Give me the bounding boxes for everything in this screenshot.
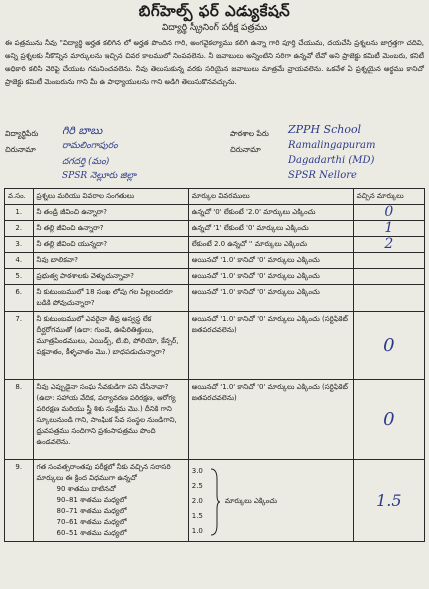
student-address-label: చిరునామా <box>5 145 36 154</box>
row-number: 8. <box>5 380 34 460</box>
table-row <box>5 312 425 380</box>
row-marks-info: ఉన్నచో '0' లేకుంటే '2.0' మార్కులు ఎక్కించు <box>188 205 353 221</box>
row-marks-info-cell <box>188 460 353 542</box>
row-question: నీ తండ్రి జీవించి ఉన్నారా? <box>33 205 188 221</box>
row-score[interactable]: 1 <box>353 221 424 237</box>
table-row <box>5 205 425 221</box>
list-item: 1.5 <box>191 512 203 520</box>
table-row <box>5 237 425 253</box>
table-row <box>5 253 425 269</box>
row-number: 2. <box>5 221 34 237</box>
row-marks-info: అయినచో '1.0' కానిచో '0' మార్కులు ఎక్కించు <box>188 269 353 285</box>
row-score[interactable]: 2 <box>353 237 424 253</box>
school-address-line-3[interactable]: SPSR Nellore <box>288 170 357 181</box>
row-score[interactable]: 0 <box>353 205 424 221</box>
screening-questions-table <box>4 188 425 542</box>
student-name-label: విద్యార్థిపేరు <box>5 129 39 138</box>
list-item: 1.0 <box>191 527 203 535</box>
row-score[interactable] <box>353 253 424 269</box>
list-item: 90 శాతము దాటినచో <box>56 485 116 493</box>
row-number: 5. <box>5 269 34 285</box>
school-address-line-2[interactable]: Dagadarthi (MD) <box>288 155 375 166</box>
table-row <box>5 285 425 312</box>
table-header-row <box>5 189 425 205</box>
band-marks-list <box>192 464 209 539</box>
row-number: 3. <box>5 237 34 253</box>
row-score[interactable]: 1.5 <box>353 460 424 542</box>
row-score[interactable]: 0 <box>353 380 424 460</box>
table-row <box>5 460 425 542</box>
student-address-line-3[interactable]: SPSR నెల్లూరు జిల్లా <box>62 171 137 181</box>
school-address-line-1[interactable]: Ramalingapuram <box>288 140 376 151</box>
table-row <box>5 380 425 460</box>
percentage-band-list <box>37 484 185 539</box>
list-item: 3.0 <box>191 467 203 475</box>
row-number: 7. <box>5 312 34 380</box>
row-marks-info: ఉన్నచో '1' లేకుంటే '0' మార్కులు ఎక్కించు <box>188 221 353 237</box>
list-item: 2.5 <box>191 482 203 490</box>
header-marks-info: మార్కుల వివరములు <box>188 189 353 205</box>
row-question: నీవు బాలికవా? <box>33 253 188 269</box>
row-score[interactable] <box>353 285 424 312</box>
table-row <box>5 269 425 285</box>
row-number: 1. <box>5 205 34 221</box>
form-title: బిగ్‌హెల్ప్ ఫర్ ఎడ్యుకేషన్ <box>138 2 291 20</box>
row-score[interactable] <box>353 269 424 285</box>
row-question: నీ తల్లి జీవించి ఉన్నారా? <box>33 221 188 237</box>
list-item: 90–81 శాతము మధ్యలో <box>56 496 127 504</box>
header-number: వ.సం. <box>5 189 34 205</box>
row-question-cell <box>33 460 188 542</box>
row-question: ప్రభుత్వ పాఠశాలకు వెళ్ళుచున్నావా? <box>33 269 188 285</box>
row-question: నీ కుటుంబములో 18 సంఖ లోపు గల పిల్లలందరూ బడికి పోవుచున్నారా? <box>33 285 188 312</box>
row-marks-info: అయినచో '1.0' కానిచో '0' మార్కులు ఎక్కించు (సర్టిఫికెట్ జతపరచవలెను) <box>188 380 353 460</box>
list-item: 60–51 శాతము మధ్యలో <box>56 529 127 537</box>
row-marks-info: లేకుంటే 2.0 ఉన్నచో '' మార్కులు ఎక్కించు <box>188 237 353 253</box>
row-question: నీ కుటుంబములో ఎవరైనా తీవ్ర అస్వస్థ లేక దీర్ఘరోగముతో (ఉదా: గుండె, ఊపిరితిత్తులు, మూత్రపిండములు, ఎయిడ్స్, టి.బి, పోలియో, కేన్సర్, పక్షవాతం, కీళ్ళవాతం మొ.) బాధపడుచున్నారా? <box>33 312 188 380</box>
row-marks-info: అయినచో '1.0' కానిచో '0' మార్కులు ఎక్కించు <box>188 285 353 312</box>
row-question: నీవు ఎప్పుడైనా సంఘ సేవకుడిగా పని చేసినావా? (ఉదా: సహాయ వేదిక, పర్యావరణ పరిరక్షణ, ఆరోగ్య పరిరక్షణ మరియు స్త్రీ శిశు సంక్షేమ మొ.) దీనికి గాని స్కూలునుండి గాని, సాంఘిక సేవ సంస్థల నుండిగాని, ధ్రువపత్రము సందిగాని ప్రశంసాపత్రము పొంది ఉండవలెను. <box>33 380 188 460</box>
list-item: 70–61 శాతము మధ్యలో <box>56 518 127 526</box>
school-address-label: చిరునామా <box>230 145 261 154</box>
row-question: నీ తల్లి జీవించి యున్నదా? <box>33 237 188 253</box>
school-name-value[interactable]: ZPPH School <box>288 123 362 136</box>
row-number: 6. <box>5 285 34 312</box>
row-marks-info: మార్కులు ఎక్కించు <box>224 497 278 505</box>
curly-brace-icon <box>209 467 221 537</box>
school-name-label: పాఠశాల పేరు <box>230 129 269 138</box>
row-marks-info: అయినచో '1.0' కానిచో '0' మార్కులు ఎక్కించు (సర్టిఫికెట్ జతపరచవలెను) <box>188 312 353 380</box>
instructions-paragraph: ఈ పత్రమును నీవు "విద్యార్థి అర్హత కలిగిన లో అర్హత పొందిన గారి, అంగవైకల్యాము కలిగి ఉన్నా గారి పూర్తి చేయుమ, దయచేసి ప్రశ్నలను జాగ్రత్తగా చదివి, అన్ని ప్రశ్నలకు నీకొన్నిన మార్కులను ఇచ్చిన చివర కాలములో నింపవలెను. నీ జవాబులు అన్నింటిని సరిగా ఉన్నవో లేవో అని ప్రాజెక్టు కమిటీ మెంబరు, కనిటీ అధికారి కలిసి వెరిఫై చేయుట గమనించవలెను. నీవు తెలుసుకున్న వరకు సరియైన జవాబులు మాత్రమే వ్రాయవలెను. ఒకవేళ ఏ ప్రశ్నయైన అర్థము కానిచో ప్రాజెక్టు కమిటీ మెంబరును గాని మీ ఉ పాధ్యాయులను గాని అడిగి తెలుసుకొనవచ్చును. <box>5 39 424 86</box>
row-marks-info: అయినచో '1.0' కానిచో '0' మార్కులు ఎక్కించు <box>188 253 353 269</box>
list-item: 80–71 శాతము మధ్యలో <box>56 507 127 515</box>
row-number: 9. <box>5 460 34 542</box>
student-address-line-2[interactable]: దగదర్తి (మం) <box>62 157 110 167</box>
row-number: 4. <box>5 253 34 269</box>
list-item: 2.0 <box>191 497 203 505</box>
student-address-line-1[interactable]: రామలింగాపురం <box>62 141 118 151</box>
header-score: వచ్చిన మార్కులు <box>353 189 424 205</box>
row-score[interactable]: 0 <box>353 312 424 380</box>
row-question: గత సంవత్సరాంతపు పరీక్షలో నీకు వచ్చిన సరాసరి మార్కులు ఈ క్రింద విధముగా ఉన్నచో <box>36 463 171 482</box>
table-row <box>5 221 425 237</box>
form-subtitle: విద్యార్థి స్క్రీనింగ్ పరీక్ష పత్రము <box>161 23 268 33</box>
student-name-value[interactable]: గిరి బాబు <box>62 124 103 137</box>
header-question: ప్రశ్నలు మరియు వివరాల సంగతులు <box>33 189 188 205</box>
